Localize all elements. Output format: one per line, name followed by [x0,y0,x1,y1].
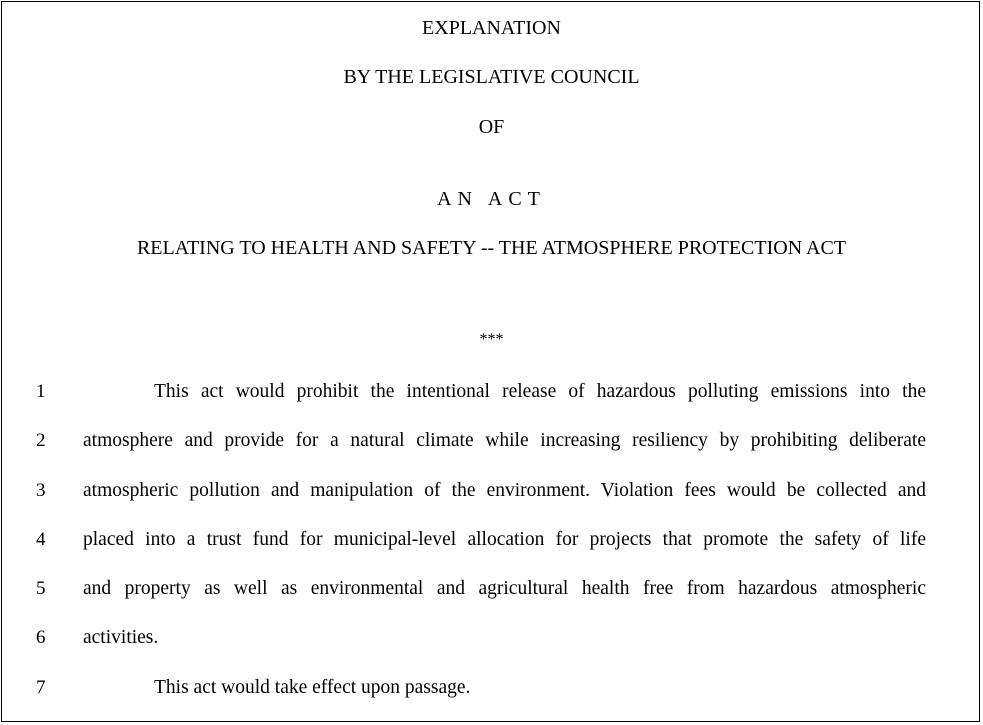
heading-explanation: EXPLANATION [422,17,561,39]
body-line: atmospheric pollution and manipulation of the environment. Violation fees would be collected and [83,480,926,501]
heading-of: OF [478,116,505,138]
body-line: and property as well as environmental and agricultural health free from hazardous atmospheric [83,578,926,599]
line-number: 4 [36,529,46,550]
body-line: This act would prohibit the intentional release of hazardous polluting emissions into the [154,381,926,402]
line-number: 1 [36,381,46,402]
line-number: 6 [36,627,46,648]
line-number: 2 [36,430,46,451]
line-number: 3 [36,480,46,501]
heading-legislative-council: BY THE LEGISLATIVE COUNCIL [343,66,640,88]
body-line: This act would take effect upon passage. [154,677,471,698]
line-number: 5 [36,578,46,599]
heading-an-act: AN ACT [437,188,546,210]
body-line: activities. [83,627,159,648]
document-frame [1,1,980,722]
body-line: atmosphere and provide for a natural climate while increasing resiliency by prohibiting deliberate [83,430,926,451]
body-line: placed into a trust fund for municipal-level allocation for projects that promote the safety of life [83,529,926,550]
act-title: RELATING TO HEALTH AND SAFETY -- THE ATMOSPHERE PROTECTION ACT [136,237,847,259]
line-number: 7 [36,677,46,698]
section-separator: *** [479,331,504,348]
